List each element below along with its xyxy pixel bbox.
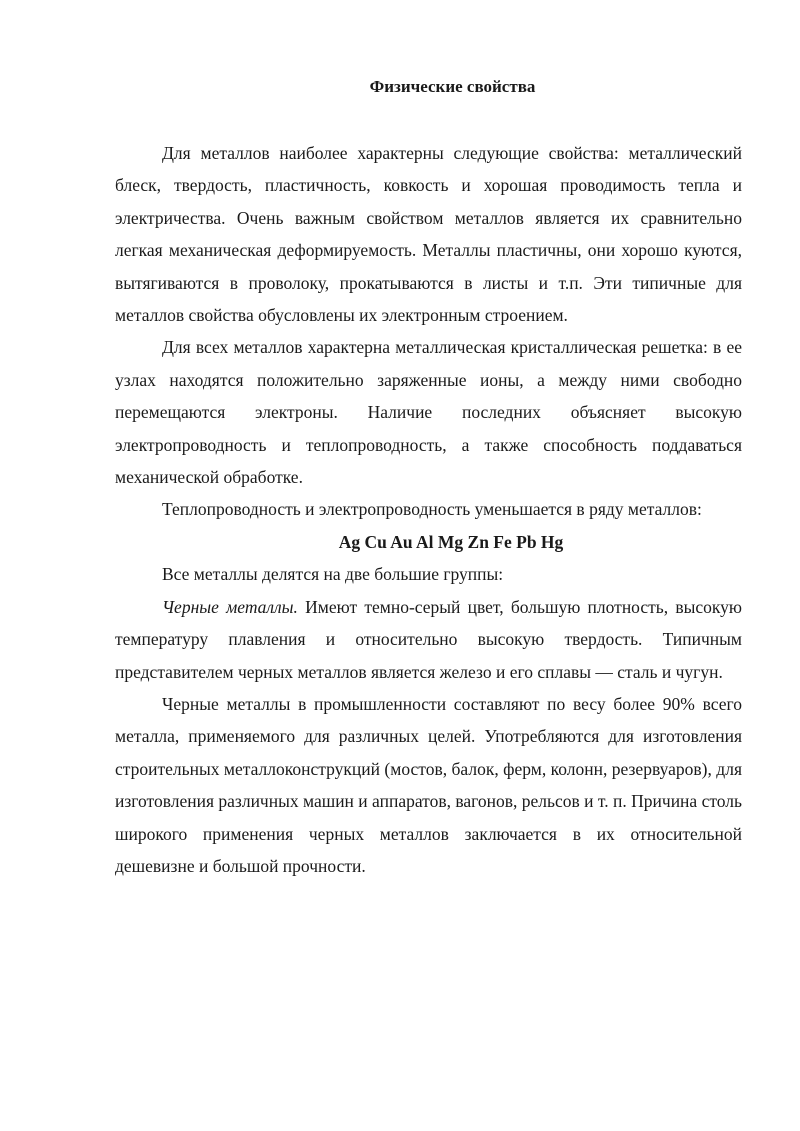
- page-title: Физические свойства: [369, 77, 536, 96]
- metal-series: Ag Cu Au Al Mg Zn Fe Pb Hg: [338, 531, 564, 552]
- paragraph-groups-intro: Все металлы делятся на две большие группы:: [162, 564, 504, 585]
- black-metals-term: Черные металлы.: [162, 596, 298, 617]
- paragraph-industry-use: Черные металлы в промышленности составляют по весу более 90% всего металла, применяемого для различных целей. Употребляются для изготовления строительных металлоконструкций (мостов, балок, ферм, колонн, резервуаров), для изготовления различных машин и аппаратов, вагонов, рельсов и т. п. Причина столь широкого применения черных металлов заключается в их относительной дешевизне и большой прочности.: [115, 693, 742, 876]
- black-metals-description: Имеют темно-серый цвет, большую плотность, высокую температуру плавления и относительно высокую твердость. Типичным представителем черных металлов является железо и его сплавы — сталь и чугун.: [115, 596, 742, 682]
- paragraph-black-metals: [115, 591, 742, 688]
- document-body: [115, 137, 742, 882]
- paragraph-properties: Для металлов наиболее характерны следующие свойства: металлический блеск, твердость, пластичность, ковкость и хорошая проводимость тепла и электричества. Очень важным свойством металлов является их сравнительно легкая механическая деформируемость. Металлы пластичны, они хорошо куются, вытягиваются в проволоку, прокатываются в листы и т.п. Эти типичные для металлов свойства обусловлены их электронным строением.: [115, 143, 742, 326]
- paragraph-crystal-lattice: Для всех металлов характерна металлическая кристаллическая решетка: в ее узлах находятся положительно заряженные ионы, а между ними свободно перемещаются электроны. Наличие последних объясняет высокую электропроводность и теплопроводность, а также способность поддаваться механической обработке.: [115, 337, 742, 488]
- paragraph-conductivity: Теплопроводность и электропроводность уменьшается в ряду металлов:: [162, 499, 702, 520]
